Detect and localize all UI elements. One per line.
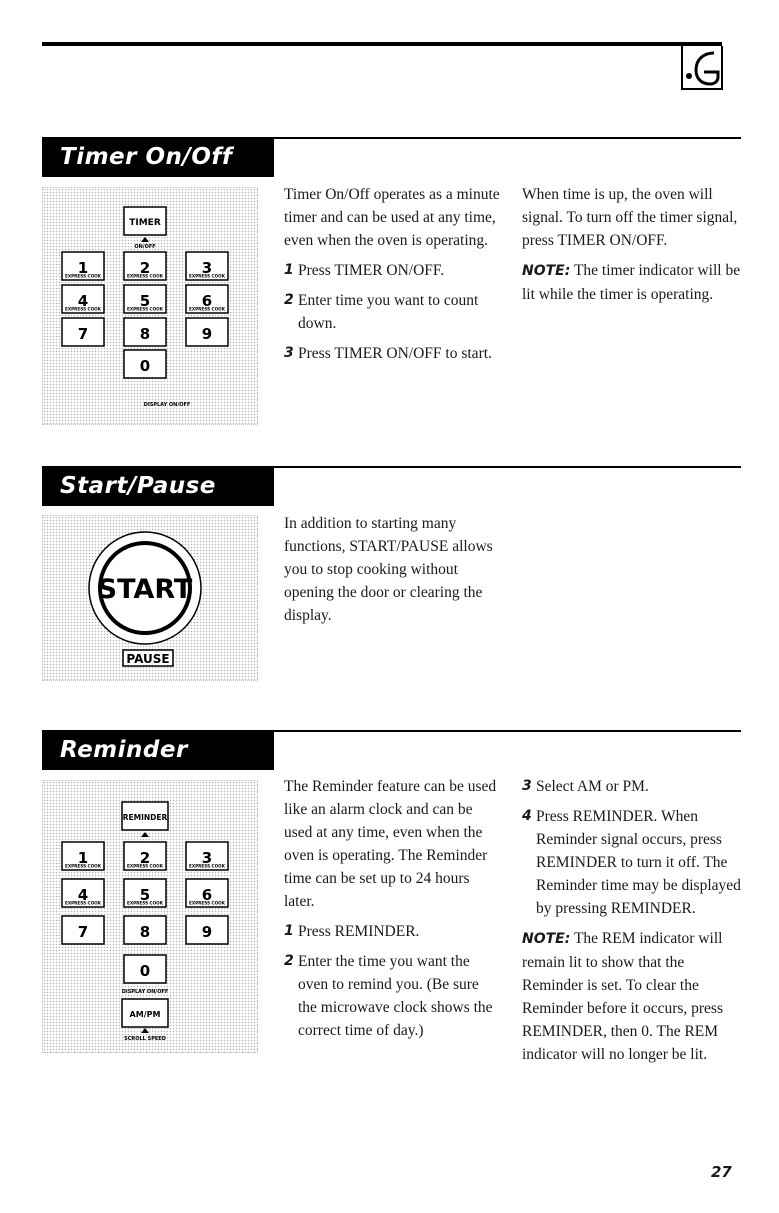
- timer-keypad-illustration: [42, 187, 258, 425]
- step-text: Press TIMER ON/OFF to start.: [298, 345, 492, 362]
- digit-key-1-label: 1: [77, 849, 89, 867]
- start-section-header: Start/Pause: [42, 466, 274, 506]
- digit-key-7-label: 7: [77, 325, 89, 343]
- step-number: 1: [284, 262, 294, 278]
- start-column: [284, 512, 500, 634]
- step-number: 3: [284, 345, 294, 361]
- reminder-intro: The Reminder feature can be used like an alarm clock and can be used at any time, even when the oven is operating. The Reminder time can be set up to 24 hours later.: [284, 778, 497, 910]
- reminder-key-arrow: [141, 832, 149, 837]
- timer-note: [522, 259, 744, 306]
- start-section-rule: [274, 466, 741, 468]
- section-tab-icon: [681, 46, 723, 90]
- digit-key-9-label: 9: [201, 923, 213, 941]
- timer-column-1: [284, 183, 500, 372]
- express-cook-sublabel: EXPRESS COOK: [65, 306, 101, 312]
- page-number: 27: [711, 1163, 732, 1181]
- digit-key-2-label: 2: [139, 259, 151, 277]
- reminder-section-rule: [274, 730, 741, 732]
- note-text: The REM indicator will remain lit to show that the Reminder is set. To clear the Reminder before it occurs, press REMINDER, then 0. The REM indicator will no longer be lit.: [522, 930, 724, 1063]
- reminder-key-label: REMINDER: [122, 813, 168, 822]
- note-text: The timer indicator will be lit while the timer is operating.: [522, 262, 741, 303]
- note-label: NOTE:: [522, 263, 571, 279]
- express-cook-sublabel: EXPRESS COOK: [127, 306, 163, 312]
- step-text: Press TIMER ON/OFF.: [298, 262, 445, 279]
- digit-key-5-label: 5: [139, 886, 151, 904]
- timer-signal-text: When time is up, the oven will signal. To turn off the timer signal, press TIMER ON/OFF.: [522, 186, 738, 249]
- digit-key-8-label: 8: [139, 325, 151, 343]
- express-cook-sublabel: EXPRESS COOK: [65, 900, 101, 906]
- timer-key-label: TIMER: [129, 218, 161, 228]
- step-number: 3: [522, 778, 532, 794]
- express-cook-sublabel: EXPRESS COOK: [189, 900, 225, 906]
- express-cook-sublabel: EXPRESS COOK: [127, 273, 163, 279]
- step-number: 4: [522, 808, 532, 824]
- step-text: Press REMINDER. When Reminder signal occurs, press REMINDER to turn it off. The Reminder time may be displayed by pressing REMINDER.: [536, 808, 741, 917]
- step-number: 2: [284, 953, 294, 969]
- express-cook-sublabel: EXPRESS COOK: [127, 900, 163, 906]
- digit-key-1-label: 1: [77, 259, 89, 277]
- timer-column-2: [522, 183, 744, 313]
- note-label: NOTE:: [522, 931, 571, 947]
- digit-key-0-label: 0: [139, 357, 151, 375]
- start-button-label: START: [97, 574, 193, 605]
- reminder-step-1: [284, 920, 500, 943]
- express-cook-sublabel: EXPRESS COOK: [189, 863, 225, 869]
- digit-key-6-label: 6: [201, 292, 213, 310]
- reminder-column-1: [284, 775, 500, 1049]
- reminder-section-header: Reminder: [42, 730, 274, 770]
- display-onoff-sublabel: DISPLAY ON/OFF: [121, 989, 169, 995]
- top-rule: [42, 42, 722, 46]
- start-button-illustration: [42, 515, 258, 681]
- express-cook-sublabel: EXPRESS COOK: [65, 273, 101, 279]
- reminder-step-4: [522, 805, 744, 920]
- express-cook-sublabel: EXPRESS COOK: [189, 273, 225, 279]
- timer-key-sublabel: ON/OFF: [134, 244, 156, 250]
- step-number: 1: [284, 923, 294, 939]
- step-number: 2: [284, 292, 294, 308]
- pause-label: PAUSE: [126, 652, 170, 666]
- digit-key-4-label: 4: [77, 292, 89, 310]
- timer-step-1: [284, 259, 500, 282]
- scroll-speed-sublabel: SCROLL SPEED: [124, 1036, 166, 1042]
- reminder-column-2: [522, 775, 744, 1073]
- start-description: In addition to starting many functions, START/PAUSE allows you to stop cooking without opening the door or clearing the display.: [284, 515, 493, 624]
- timer-section-header: Timer On/Off: [42, 137, 274, 177]
- digit-key-9-label: 9: [201, 325, 213, 343]
- step-text: Press REMINDER.: [298, 923, 420, 940]
- timer-section-rule: [274, 137, 741, 139]
- reminder-note: [522, 927, 744, 1066]
- express-cook-sublabel: EXPRESS COOK: [127, 863, 163, 869]
- digit-key-5-label: 5: [139, 292, 151, 310]
- timer-step-2: [284, 289, 500, 335]
- digit-key-6-label: 6: [201, 886, 213, 904]
- step-text: Select AM or PM.: [536, 778, 649, 795]
- timer-key-arrow: [141, 237, 149, 242]
- step-text: Enter time you want to count down.: [298, 292, 479, 332]
- digit-key-8-label: 8: [139, 923, 151, 941]
- reminder-step-3: [522, 775, 744, 798]
- digit-key-4-label: 4: [77, 886, 89, 904]
- display-onoff-sublabel: DISPLAY ON/OFF: [143, 402, 191, 408]
- digit-key-2-label: 2: [139, 849, 151, 867]
- step-text: Enter the time you want the oven to remind you. (Be sure the microwave clock shows the correct time of day.): [298, 953, 493, 1039]
- digit-key-3-label: 3: [201, 259, 213, 277]
- timer-step-3: [284, 342, 500, 365]
- ampm-key-arrow: [141, 1028, 149, 1033]
- digit-key-3-label: 3: [201, 849, 213, 867]
- express-cook-sublabel: EXPRESS COOK: [189, 306, 225, 312]
- reminder-step-2: [284, 950, 500, 1042]
- timer-intro: Timer On/Off operates as a minute timer and can be used at any time, even when the oven is operating.: [284, 186, 500, 249]
- express-cook-sublabel: EXPRESS COOK: [65, 863, 101, 869]
- digit-key-0-label: 0: [139, 962, 151, 980]
- reminder-keypad-illustration: [42, 780, 258, 1053]
- digit-key-7-label: 7: [77, 923, 89, 941]
- ampm-key-label: AM/PM: [129, 1010, 161, 1019]
